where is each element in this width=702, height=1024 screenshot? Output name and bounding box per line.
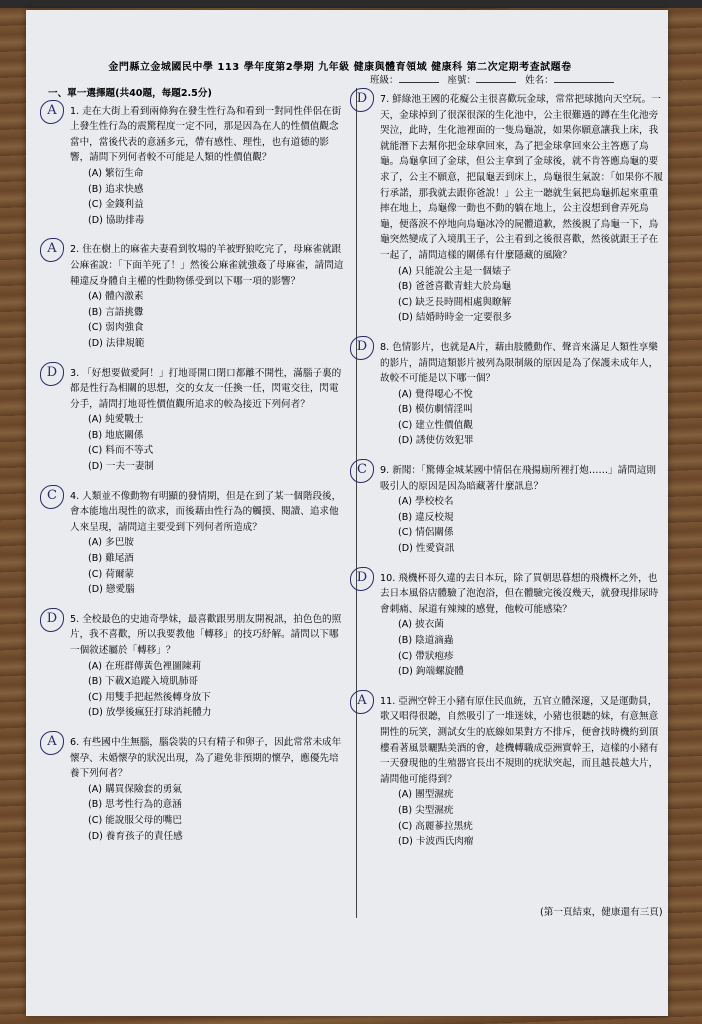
handwritten-answer-mark[interactable]: A [350, 690, 374, 714]
question-stem: 11. 亞洲空幹王小豬有原住民血統，五官立體深邃，又是運動員，歌又唱得很聽，自然吸引了一堆迷妹，小豬也很聽的妹，有意無意開性的玩笑，測試女生的底線如果對方不排斥，便會找時機約到頂樓看著風景曬點美酒的會，趁機轉職成亞洲實幹王，這樣的小豬有一天發現他的生殖器官長出不規則的疣狀突起，而且越長越大片，請問他可能得到？ [380, 695, 659, 785]
name-blank[interactable] [554, 82, 614, 83]
answer-option: (A) 覺得噁心不悅 [398, 388, 473, 400]
left-column [48, 86, 348, 858]
answer-option: (D) 戀愛腦 [88, 584, 135, 596]
answer-option: (C) 情侶關係 [398, 527, 454, 539]
handwritten-answer-mark[interactable]: D [40, 608, 64, 632]
question-item [48, 735, 348, 844]
answer-option: (A) 多巴胺 [88, 537, 134, 549]
exam-title: 金門縣立金城國民中學 113 學年度第2學期 九年級 健康與體育領域 健康科 第二次定期考查試題卷 [108, 62, 572, 73]
answer-option: (D) 性愛資訊 [398, 543, 455, 555]
answer-option: (C) 弱肉強食 [88, 322, 144, 334]
answer-option: (B) 尖型濕疣 [398, 804, 454, 816]
question-stem: 3. 「好想要做愛阿！」打地哥開口閉口都離不開性，滿腦子裏的都是性行為相關的思想，交的女友一任換一任，閃電交往，閃電分手，請問打地哥性價值觀所追求的較為接近下列何者？ [70, 367, 342, 410]
answer-option: (C) 荷爾蒙 [88, 568, 135, 580]
answer-option: (B) 下載X追蹤入境肌肺哥 [88, 676, 199, 688]
question-stem: 10. 飛機杯哥久違的去日本玩，除了買朝思暮想的飛機杯之外，也去日本風俗店體驗了泡泡浴，但在體驗完後沒幾天，就發現排尿時會刺痛、尿道有辣辣的感覺，他較可能感染？ [380, 572, 659, 615]
top-edge-strip [0, 0, 702, 8]
answer-option: (D) 法律規範 [88, 337, 145, 349]
handwritten-answer-mark[interactable]: D [350, 567, 374, 591]
answer-option: (A) 體內激素 [88, 291, 144, 303]
answer-option: (A) 純愛戰士 [88, 414, 144, 426]
question-item [48, 612, 348, 721]
handwritten-answer-mark[interactable]: D [350, 88, 374, 112]
seat-label: 座號： [447, 75, 477, 86]
class-blank[interactable] [399, 82, 439, 83]
class-label: 班級： [370, 75, 399, 86]
name-label: 姓名： [525, 75, 554, 86]
question-item [48, 366, 348, 475]
question-stem: 6. 有些國中生無腦，腦袋裝的只有精子和卵子，因此常常未成年懷孕、未婚懷孕的狀況出現，為了避免非預期的懷孕，應優先培養下列何者？ [70, 736, 342, 780]
question-item [358, 694, 664, 850]
answer-option: (D) 卡波西氏肉瘤 [398, 836, 474, 848]
question-item [358, 463, 664, 557]
answer-option: (B) 模仿劇情淫叫 [398, 404, 473, 416]
answer-option: (C) 料而不等式 [88, 445, 154, 457]
question-item [358, 340, 664, 449]
question-stem: 9. 新聞：「驚傳金城某國中情侶在飛揚廁所裡打炮……」請問這則吸引人的原因是因為暗藏著什麼訊息？ [380, 465, 657, 492]
answer-option: (B) 雞尾酒 [88, 553, 134, 565]
answer-option: (D) 養育孩子的責任感 [88, 830, 183, 842]
answer-option: (D) 放學後瘋狂打球消耗體力 [88, 707, 212, 719]
question-item [358, 92, 664, 326]
question-stem: 7. 鮮綠池王國的花癡公主很喜歡玩金球，常常把球拋向天空玩。一天，金球掉到了很深很深的生化池中，公主很難過的蹲在生化池旁哭泣，此時，生化池裡面的一隻烏龜說，如果你願意讓我上床，我就能潛下去幫你把金球拿回來，為了把金球拿回來公主答應了烏龜。烏龜拿回了金球，但公主拿到了金球後，就不肯答應烏龜的要求了，公主不願意，把鼠龜丟到床上，烏龜很生氣說：「如果你不履行承諾，那我就去跟你爸說！」公主一聽就生氣把烏龜抓起來重重摔在地上，烏龜像一動也不動的躺在地上，公主沒想到會弄死烏龜，便落淚不停地向烏龜冰冷的屍體道歉，然後親了烏龜一下，烏龜突然變成了入境肌王子，公主看到之後很喜歡，然後就跟王子在一起了，請問這樣的關係有什麼隱藏的風險？ [380, 94, 664, 261]
answer-option: (C) 金錢利益 [88, 199, 144, 211]
answer-option: (D) 結婚時時金一定要很多 [398, 312, 512, 324]
handwritten-answer-mark[interactable]: C [40, 485, 64, 509]
handwritten-answer-mark[interactable]: D [350, 336, 374, 360]
answer-option: (A) 購買保險套的勇氣 [88, 783, 182, 795]
answer-option: (D) 鉤端螺旋體 [398, 666, 464, 678]
answer-option: (C) 能說服父母的嘴巴 [88, 814, 182, 826]
seat-blank[interactable] [476, 82, 516, 83]
question-stem: 5. 全校最色的史迪奇學妹，最喜歡跟男朋友開視訊，拍色色的照片，我不喜歡，所以我要教他「轉移」的技巧紓解。請問以下哪一個敘述屬於「轉移」？ [70, 613, 342, 656]
handwritten-answer-mark[interactable]: A [40, 731, 64, 755]
question-item [48, 489, 348, 598]
answer-option: (B) 思考性行為的意涵 [88, 799, 182, 811]
answer-option: (C) 高麗蔘拉黑疣 [398, 820, 473, 832]
question-stem: 8. 色情影片，也就是A片，藉由肢體動作、聲音來滿足人類性享樂的影片，請問這類影片被列為限制級的原因是為了保護未成年人，故較不可能是以下哪一個？ [380, 341, 659, 385]
answer-option: (C) 建立性價值觀 [398, 419, 473, 431]
section-title: 一、單一選擇題(共40題，每題2.5分) [48, 88, 212, 99]
answer-option: (D) 一夫一妻制 [88, 461, 154, 473]
question-item [48, 242, 348, 351]
answer-option: (B) 陰道滴蟲 [398, 635, 454, 646]
answer-option: (B) 言語挑釁 [88, 306, 144, 318]
answer-option: (A) 披衣菌 [398, 619, 444, 631]
answer-option: (D) 協助排毒 [88, 214, 145, 226]
answer-option: (D) 誘使仿效犯罪 [398, 435, 474, 447]
question-stem: 1. 走在大街上看到兩條狗在發生性行為和看到一對同性伴侶在街上發生性行為的震驚程度一定不同，那是因為在人的性價值觀念當中，當後代表的意涵多元，帶有感性、理性，也有道德的影響，請問下列何者較不可能是人類的性價值觀？ [70, 105, 342, 164]
answer-option: (B) 地底關係 [88, 429, 144, 441]
handwritten-answer-mark[interactable]: C [350, 459, 374, 483]
column-divider [356, 88, 357, 918]
answer-option: (A) 繁衍生命 [88, 167, 144, 179]
answer-option: (C) 帶狀疱疹 [398, 650, 454, 662]
handwritten-answer-mark[interactable]: A [40, 238, 64, 262]
handwritten-answer-mark[interactable]: D [40, 362, 64, 386]
answer-option: (A) 學校校名 [398, 496, 454, 508]
answer-option: (A) 在班群傳黃色裡圖陳莉 [88, 660, 202, 672]
answer-option: (C) 缺乏長時間相處與瞭解 [398, 296, 512, 308]
right-column [358, 92, 664, 864]
question-stem: 2. 住在樹上的麻雀夫妻看到牧場的羊被野狼吃完了，母麻雀就跟公麻雀說：「下面羊死了！」然後公麻雀就強姦了母麻雀，請問這種違反身體自主權的性動物係受到以下哪一項的影響？ [70, 244, 344, 287]
answer-option: (B) 違反校規 [398, 511, 454, 523]
answer-option: (B) 爸爸喜歡青蛙大於烏龜 [398, 281, 512, 293]
question-item [358, 571, 664, 680]
answer-option: (B) 追求快感 [88, 183, 144, 195]
answer-option: (A) 團型濕疣 [398, 789, 454, 801]
answer-option: (A) 只能說公主是一個婊子 [398, 265, 512, 277]
handwritten-answer-mark[interactable]: A [40, 100, 64, 124]
page-footer: (第一頁結束，健康還有三頁) [540, 907, 663, 918]
student-info-line [370, 72, 620, 86]
question-stem: 4. 人類並不像動物有明顯的發情期，但是在到了某一個階段後，會本能地出現性的欲求，而後藉由性行為的觸摸、閱讀、追求他人來呈現，請問這主要受到下列何者所造成？ [70, 490, 342, 533]
question-item [48, 104, 348, 229]
answer-option: (C) 用雙手把起然後轉身放下 [88, 691, 211, 703]
